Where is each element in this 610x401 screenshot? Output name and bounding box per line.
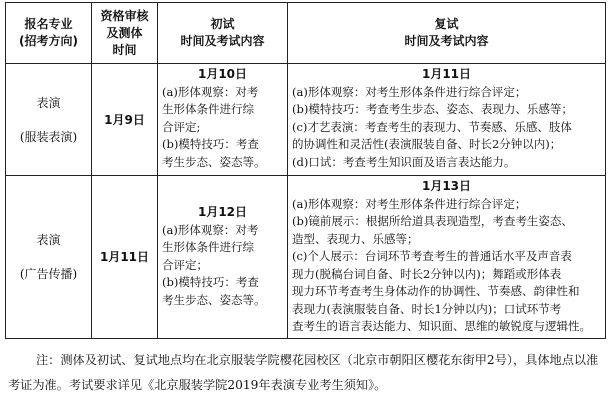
header-major bbox=[6, 3, 92, 64]
final-line: 现力(脱稿台词自备、时长2分钟以内)；舞蹈或形体表 bbox=[292, 266, 562, 281]
prelim-line: (b)模特技巧：考查 bbox=[162, 137, 259, 151]
schedule-table bbox=[5, 2, 606, 339]
final-line: (b)镜前展示：根据所给道具表现造型，考查考生姿态、 bbox=[292, 214, 573, 228]
prelim-line: 考生步态、姿态等。 bbox=[162, 154, 266, 169]
header-major-line2: (招考方向) bbox=[19, 34, 78, 48]
prelim-line: (b)模特技巧：考查 bbox=[162, 275, 259, 290]
major-direction: (广告传播) bbox=[19, 266, 78, 281]
prelim-cell bbox=[158, 64, 288, 176]
header-date-line1: 资格审核 bbox=[100, 8, 149, 23]
header-date-line2: 及测体 bbox=[106, 25, 143, 40]
final-cell bbox=[288, 176, 606, 339]
header-final bbox=[288, 3, 606, 64]
header-prelim-line2: 时间及考试内容 bbox=[180, 34, 265, 48]
header-major-line1: 报名专业 bbox=[24, 17, 73, 31]
final-line: (c)个人展示：台词环节考查考生的普通话水平及声音表 bbox=[292, 249, 572, 263]
final-line: (a)形体观察：对考生形体条件进行综合评定； bbox=[292, 84, 527, 99]
table-row bbox=[6, 64, 606, 176]
header-prelim-line1: 初试 bbox=[210, 17, 235, 31]
final-line: 造型、表现力、乐感等； bbox=[292, 231, 419, 246]
final-line: (c)才艺表演：考查考生的表现力、节奏感、乐感、肢体 bbox=[292, 119, 572, 134]
prelim-line: (a)形体观察：对考 bbox=[162, 222, 259, 237]
final-line: (a)形体观察：对考生形体条件进行综合评定； bbox=[292, 196, 527, 211]
major-direction: (服装表演) bbox=[19, 129, 78, 144]
header-final-line2: 时间及考试内容 bbox=[404, 34, 489, 48]
header-prelim bbox=[158, 3, 288, 64]
prelim-line: 考生步态、姿态等。 bbox=[162, 292, 266, 307]
footnote: 注：测体及初试、复试地点均在北京服装学院樱花园校区（北京市朝阳区樱花东街甲2号），具体地点以准考证为准。考试要求详见《北京服装学院2019年表演专业考生须知》。 bbox=[8, 353, 599, 392]
table-row bbox=[6, 176, 606, 339]
final-line: (d)口试：考查考生知识面及语言表达能力。 bbox=[292, 154, 516, 169]
major-cell bbox=[6, 176, 92, 339]
prelim-cell bbox=[158, 176, 288, 339]
prelim-line: 生形体条件进行综 bbox=[162, 240, 254, 255]
prelim-date: 1月12日 bbox=[197, 205, 248, 220]
major-name: 表演 bbox=[36, 95, 61, 110]
prelim-date: 1月10日 bbox=[197, 67, 248, 81]
final-line: (b)模特技巧：考查考生步态、姿态、表现力、乐感等； bbox=[292, 102, 573, 116]
major-cell bbox=[6, 64, 92, 176]
header-row bbox=[6, 3, 606, 64]
header-qual-date bbox=[92, 3, 158, 64]
prelim-line: (a)形体观察：对考 bbox=[162, 84, 259, 99]
qual-date-cell: 1月9日 bbox=[92, 64, 158, 176]
final-line: 的协调性和灵活性(表演服装自备、时长2分钟以内)； bbox=[292, 137, 562, 151]
final-date: 1月11日 bbox=[421, 67, 472, 81]
prelim-line: 生形体条件进行综 bbox=[162, 102, 254, 116]
prelim-line: 合评定; bbox=[162, 119, 201, 134]
final-line: 现力环节考查考生身体动作的协调性、节奏感、韵律性和 bbox=[292, 284, 580, 298]
qual-date-cell: 1月11日 bbox=[92, 176, 158, 339]
header-date-line3: 时间 bbox=[112, 42, 137, 57]
header-final-line1: 复试 bbox=[434, 17, 459, 31]
final-line: 表现力(表演服装自备、时长1分钟以内)；口试环节考 bbox=[292, 301, 562, 316]
final-line: 查考生的语言表达能力、知识面、思维的敏锐度与逻辑性。 bbox=[292, 319, 591, 333]
final-cell bbox=[288, 64, 606, 176]
final-date: 1月13日 bbox=[421, 179, 472, 193]
prelim-line: 合评定； bbox=[162, 257, 208, 272]
major-name: 表演 bbox=[36, 232, 61, 247]
